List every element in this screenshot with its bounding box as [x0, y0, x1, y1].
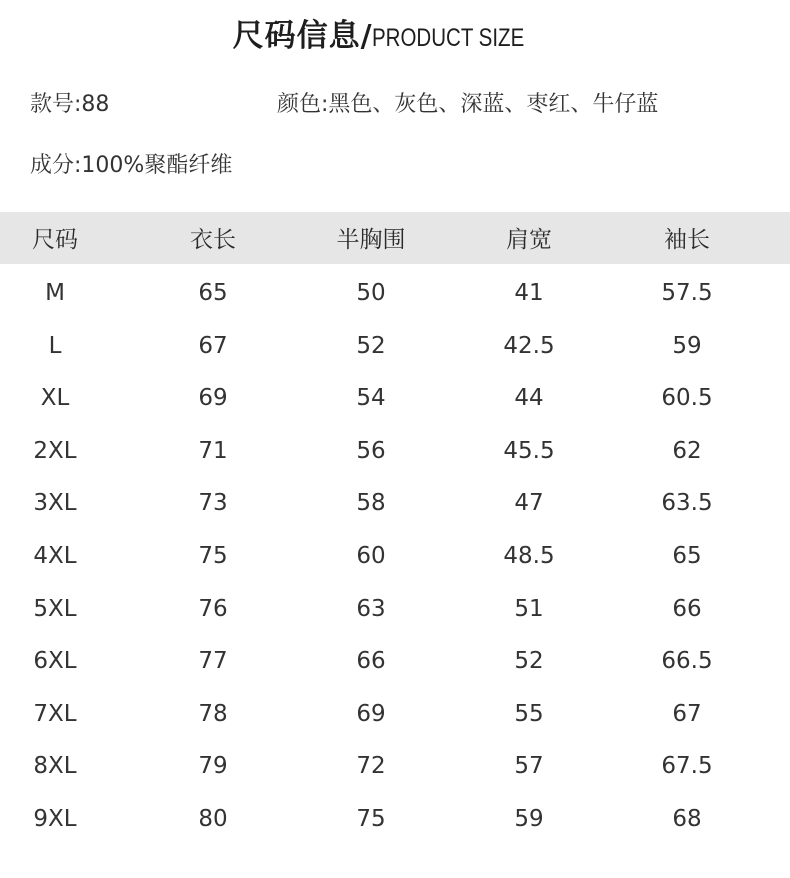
cell-shoulder: 42.5 [503, 332, 555, 359]
color-label: 颜色: [277, 92, 329, 117]
table-row [0, 580, 790, 633]
cell-size: XL [40, 385, 70, 412]
fabric-composition [30, 148, 232, 179]
size-table-header [0, 212, 790, 264]
cell-size: 9XL [33, 806, 77, 832]
table-row [0, 422, 790, 475]
cell-sleeve: 68 [672, 806, 702, 832]
cell-length: 67 [198, 332, 228, 359]
cell-sleeve: 65 [672, 543, 702, 569]
cell-half-chest: 58 [356, 490, 386, 517]
title-english: PRODUCT SIZE [371, 24, 524, 52]
style-number-value: 88 [81, 92, 110, 117]
cell-sleeve: 59 [672, 332, 702, 359]
cell-length: 75 [198, 543, 228, 569]
table-row [0, 632, 790, 685]
cell-shoulder: 48.5 [503, 543, 555, 569]
cell-shoulder: 55 [514, 700, 544, 727]
cell-half-chest: 52 [356, 332, 386, 359]
cell-half-chest: 54 [356, 385, 386, 412]
style-number [30, 87, 109, 118]
page-title [0, 10, 790, 55]
color-options [277, 87, 658, 118]
table-row [0, 317, 790, 370]
fabric-label: 成分: [30, 153, 82, 178]
cell-half-chest: 69 [356, 700, 386, 727]
cell-shoulder: 47 [514, 490, 544, 517]
cell-shoulder: 52 [514, 648, 544, 675]
cell-length: 69 [198, 385, 228, 412]
cell-length: 76 [198, 595, 228, 622]
cell-half-chest: 75 [356, 806, 386, 832]
cell-length: 79 [198, 753, 228, 780]
cell-half-chest: 63 [356, 595, 386, 622]
title-chinese: 尺码信息 [232, 18, 361, 54]
table-row [0, 737, 790, 790]
table-row [0, 527, 790, 580]
cell-size: 2XL [33, 437, 77, 464]
header-shoulder: 肩宽 [506, 227, 552, 253]
cell-length: 78 [198, 700, 228, 727]
cell-half-chest: 50 [356, 280, 386, 306]
cell-size: M [45, 280, 65, 306]
header-length: 衣长 [190, 227, 236, 253]
style-number-label: 款号: [30, 92, 82, 117]
cell-size: 6XL [33, 648, 77, 675]
fabric-value: 100%聚酯纤维 [81, 153, 233, 178]
cell-length: 71 [198, 437, 228, 464]
title-separator: / [360, 19, 372, 54]
cell-half-chest: 56 [356, 437, 386, 464]
cell-sleeve: 66.5 [661, 648, 713, 675]
cell-size: 3XL [33, 490, 77, 517]
cell-half-chest: 60 [356, 543, 386, 569]
cell-sleeve: 60.5 [661, 385, 713, 412]
cell-length: 77 [198, 648, 228, 675]
cell-sleeve: 67 [672, 700, 702, 727]
cell-sleeve: 66 [672, 595, 702, 622]
cell-shoulder: 51 [514, 595, 544, 622]
table-row [0, 369, 790, 422]
cell-shoulder: 44 [514, 385, 544, 412]
cell-shoulder: 45.5 [503, 437, 555, 464]
cell-size: 5XL [33, 595, 77, 622]
cell-shoulder: 59 [514, 806, 544, 832]
table-row [0, 474, 790, 527]
cell-sleeve: 67.5 [661, 753, 713, 780]
cell-length: 65 [198, 280, 228, 306]
cell-size: L [48, 332, 62, 359]
cell-sleeve: 62 [672, 437, 702, 464]
cell-shoulder: 57 [514, 753, 544, 780]
color-value: 黑色、灰色、深蓝、枣红、牛仔蓝 [328, 92, 659, 117]
cell-half-chest: 66 [356, 648, 386, 675]
header-half-chest: 半胸围 [336, 227, 406, 253]
table-row [0, 264, 790, 317]
header-size: 尺码 [32, 227, 78, 253]
cell-shoulder: 41 [514, 280, 544, 306]
cell-length: 73 [198, 490, 228, 517]
cell-size: 8XL [33, 753, 77, 780]
cell-sleeve: 57.5 [661, 280, 713, 306]
cell-size: 7XL [33, 700, 77, 727]
cell-size: 4XL [33, 543, 77, 569]
table-row [0, 685, 790, 738]
cell-length: 80 [198, 806, 228, 832]
table-row [0, 790, 790, 843]
cell-sleeve: 63.5 [661, 490, 713, 517]
cell-half-chest: 72 [356, 753, 386, 780]
header-sleeve: 袖长 [664, 227, 710, 253]
